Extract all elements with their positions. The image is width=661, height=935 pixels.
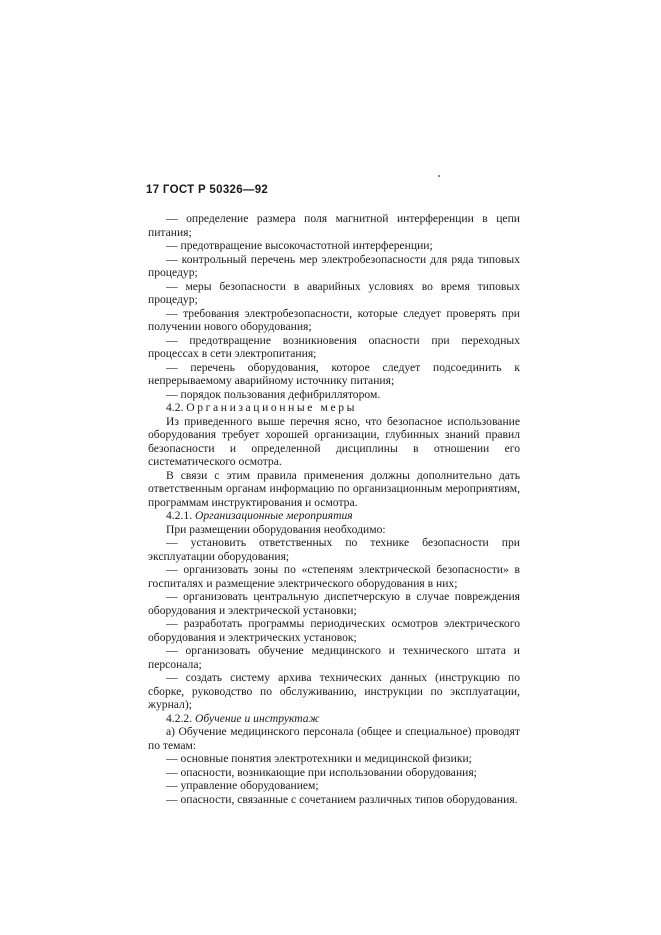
section-title: Организационные меры (186, 401, 358, 414)
list-item: — опасности, связанные с сочетанием различных типов оборудования. (166, 792, 518, 806)
list-item: — управление оборудованием; (166, 779, 319, 792)
list-item: — опасности, возникающие при использовании оборудования; (166, 765, 477, 779)
section-number: 4.2.2. (166, 711, 193, 725)
list-item: — организовать центральную диспетчерскую в случае повреждения оборудования и электрической установки; (148, 590, 520, 617)
list-item: — предотвращение возникновения опасности при переходных процессах в сети электропитания; (148, 333, 520, 360)
list-item: — требования электробезопасности, которые следует проверять при получении нового оборудования; (148, 306, 520, 333)
section-heading-4-2-2 (148, 712, 520, 726)
section-heading-4-2 (148, 401, 520, 415)
list-item: — создать систему архива технических данных (инструкцию по сборке, руководство по обслуживанию, инструкции по эксплуатации, журнал); (148, 671, 520, 711)
list-item: — установить ответственных по технике безопасности при эксплуатации оборудования; (148, 536, 520, 563)
paragraph: Из приведенного выше перечня ясно, что безопасное использование оборудования требует хорошей организации, глубинных знаний правил безопасности и определенной дисциплины в отношении его систематического осмотра. (148, 414, 520, 468)
list-item: — основные понятия электротехники и медицинской физики; (166, 752, 472, 765)
page-header (146, 184, 268, 196)
section-number: 4.2. (166, 401, 184, 414)
list-item: — разработать программы периодических осмотров электрического оборудования и электрических установок; (148, 617, 520, 644)
paragraph: При размещении оборудования необходимо: (166, 522, 386, 536)
standard-designation: ГОСТ Р 50326—92 (162, 184, 269, 196)
section-heading-4-2-1 (148, 509, 520, 523)
list-item: — контрольный перечень мер электробезопасности для ряда типовых процедур; (148, 252, 520, 279)
list-item: — меры безопасности в аварийных условиях во время типовых процедур; (148, 279, 520, 306)
list-item: — организовать обучение медицинского и технического штата и персонала; (148, 644, 520, 671)
page-number: 17 (146, 184, 160, 196)
scan-speck (438, 175, 440, 177)
paragraph: В связи с этим правила применения должны дополнительно дать ответственным органам информацию по организационным мероприятиям, программам инструктирования и осмотра. (148, 468, 520, 509)
section-title: Обучение и инструктаж (195, 711, 320, 725)
section-number: 4.2.1. (166, 509, 193, 522)
section-title: Организационные мероприятия (195, 509, 353, 522)
paragraph: а) Обучение медицинского персонала (общее и специальное) проводят по темам: (148, 725, 520, 752)
list-item: — перечень оборудования, которое следует подсоединить к непрерываемому аварийному источнику питания; (148, 360, 520, 387)
list-item: — порядок пользования дефибриллятором. (166, 387, 381, 401)
list-item: — предотвращение высокочастотной интерференции; (166, 239, 433, 252)
document-body (148, 212, 520, 806)
list-item: — организовать зоны по «степеням электрической безопасности» в госпиталях и размещение электрического оборудования в них; (148, 563, 520, 590)
list-item: — определение размера поля магнитной интерференции в цепи питания; (148, 212, 520, 239)
